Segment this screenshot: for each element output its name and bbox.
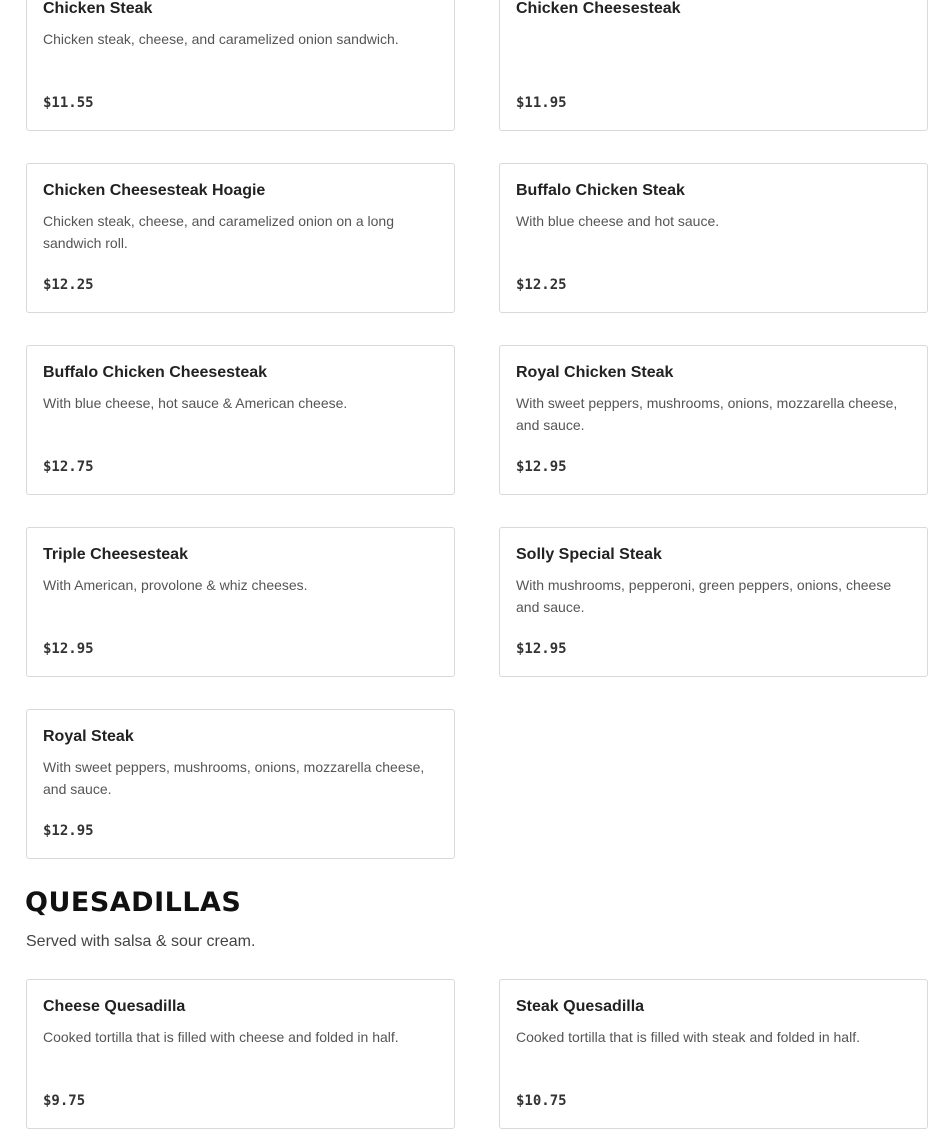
menu-item-card[interactable] (499, 979, 928, 1129)
menu-item-name: Buffalo Chicken Cheesesteak (43, 364, 268, 381)
menu-item-price: $12.95 (516, 459, 567, 475)
menu-item-description: With mushrooms, pepperoni, green peppers, onions, cheese and sauce. (516, 577, 892, 615)
menu-item-name: Steak Quesadilla (516, 998, 645, 1015)
menu-item-card[interactable] (26, 527, 455, 677)
menu-item-name: Buffalo Chicken Steak (516, 182, 685, 199)
menu-item-card[interactable] (26, 345, 455, 495)
section-title-quesadillas: QUESADILLAS (25, 887, 242, 918)
menu-item-price: $12.95 (43, 823, 94, 839)
menu-item-card[interactable] (499, 163, 928, 313)
menu-item-price: $10.75 (516, 1093, 567, 1109)
menu-item-description: With sweet peppers, mushrooms, onions, mozzarella cheese, and sauce. (516, 395, 898, 433)
menu-item-card[interactable] (499, 527, 928, 677)
menu-item-price: $11.95 (516, 95, 567, 111)
menu-item-description: With sweet peppers, mushrooms, onions, mozzarella cheese, and sauce. (43, 759, 425, 797)
menu-item-name: Triple Cheesesteak (43, 546, 188, 563)
menu-item-description: Chicken steak, cheese, and caramelized onion on a long sandwich roll. (43, 213, 394, 251)
menu-item-card[interactable] (26, 0, 455, 131)
menu-item-price: $9.75 (43, 1093, 86, 1109)
menu-item-card[interactable] (26, 979, 455, 1129)
menu-item-name: Royal Chicken Steak (516, 364, 674, 381)
menu-item-description: Cooked tortilla that is filled with steak and folded in half. (516, 1029, 860, 1045)
menu-item-name: Cheese Quesadilla (43, 998, 186, 1015)
section-subtitle: Served with salsa & sour cream. (26, 933, 256, 950)
menu-item-price: $12.75 (43, 459, 94, 475)
menu-item-card[interactable] (26, 709, 455, 859)
menu-item-price: $12.95 (516, 641, 567, 657)
menu-item-description: Cooked tortilla that is filled with cheese and folded in half. (43, 1029, 399, 1045)
menu-item-price: $12.25 (43, 277, 94, 293)
menu-item-card[interactable] (26, 163, 455, 313)
menu-item-name: Chicken Cheesesteak (516, 0, 681, 17)
menu-item-card[interactable] (499, 0, 928, 131)
menu-item-price: $12.95 (43, 641, 94, 657)
menu-item-description: Chicken steak, cheese, and caramelized onion sandwich. (43, 31, 399, 47)
menu-item-price: $12.25 (516, 277, 567, 293)
menu-item-description: With blue cheese and hot sauce. (516, 213, 720, 229)
menu-item-description: With blue cheese, hot sauce & American cheese. (43, 395, 348, 411)
menu-item-price: $11.55 (43, 95, 94, 111)
menu-item-name: Royal Steak (43, 728, 134, 745)
menu-item-name: Solly Special Steak (516, 546, 662, 563)
menu-item-description: With American, provolone & whiz cheeses. (43, 577, 308, 593)
menu-item-name: Chicken Cheesesteak Hoagie (43, 182, 266, 199)
menu-item-card[interactable] (499, 345, 928, 495)
menu-item-name: Chicken Steak (43, 0, 153, 17)
